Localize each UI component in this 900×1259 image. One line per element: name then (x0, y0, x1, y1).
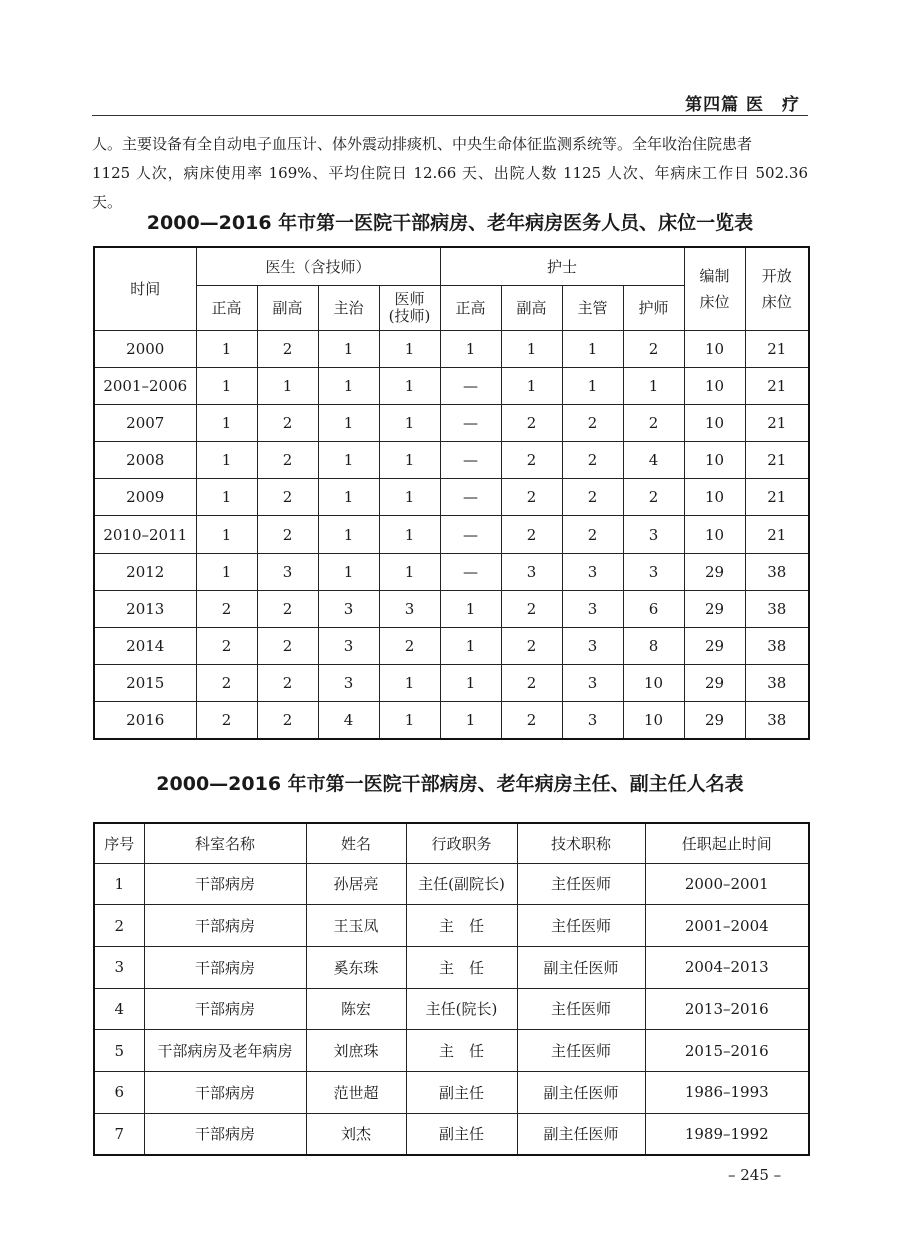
table-cell: 2 (501, 702, 562, 739)
table-cell: 38 (745, 590, 809, 627)
table-cell: 1 (440, 702, 501, 739)
table-cell: 10 (684, 479, 745, 516)
header-doc-physician (379, 285, 440, 330)
table-cell: 干部病房 (144, 1071, 306, 1113)
header-staffed-beds-line1: 编制 (699, 266, 730, 285)
table-cell: 2 (501, 628, 562, 665)
staff-beds-table (93, 246, 810, 740)
table-cell: 干部病房 (144, 905, 306, 947)
table-cell: 2015–2016 (645, 1030, 809, 1072)
table-cell: 2 (257, 665, 318, 702)
table-cell: 1 (501, 330, 562, 367)
table-cell: 29 (684, 665, 745, 702)
table-cell: 干部病房 (144, 946, 306, 988)
table-cell: 2013 (94, 590, 196, 627)
table-cell: 2 (562, 404, 623, 441)
table-cell: 2000–2001 (645, 863, 809, 905)
table-cell: 2013–2016 (645, 988, 809, 1030)
table-cell: 1 (379, 404, 440, 441)
header-rule (92, 115, 808, 116)
header-tech-title: 技术职称 (517, 823, 645, 863)
table-row (94, 1113, 809, 1155)
table-cell: 2010–2011 (94, 516, 196, 553)
table-cell: 4 (318, 702, 379, 739)
directors-table (93, 822, 810, 1156)
table-cell: 21 (745, 404, 809, 441)
table-cell: 2 (257, 590, 318, 627)
table-cell: 主任医师 (517, 1030, 645, 1072)
table-cell: 1 (379, 442, 440, 479)
table-cell: 1 (440, 330, 501, 367)
staff-beds-table-body (94, 330, 809, 739)
table-cell: 2 (196, 628, 257, 665)
table-row (94, 702, 809, 739)
table-cell: 2 (562, 516, 623, 553)
table-cell: 3 (623, 553, 684, 590)
table2-caption: 2000—2016 年市第一医院干部病房、老年病房主任、副主任人名表 (156, 773, 744, 795)
paragraph-line-2: 1125 人次，病床使用率 169%、平均住院日 12.66 天、出院人数 1125 人次、年病床工作日 502.36 天。 (92, 164, 808, 211)
header-doc-attending: 主治 (318, 285, 379, 330)
header-open-beds-line2: 床位 (761, 292, 792, 311)
table-cell: 10 (684, 516, 745, 553)
table-cell: 6 (623, 590, 684, 627)
table-cell: 5 (94, 1030, 144, 1072)
table-cell: 奚东珠 (306, 946, 406, 988)
table-cell: 2014 (94, 628, 196, 665)
table-row (94, 946, 809, 988)
table-cell: 2 (257, 628, 318, 665)
table-cell: 副主任医师 (517, 946, 645, 988)
table-cell: 1 (379, 665, 440, 702)
table-row (94, 863, 809, 905)
table-cell: 2001–2004 (645, 905, 809, 947)
table-cell: — (440, 367, 501, 404)
header-time: 时间 (94, 247, 196, 330)
table-cell: 2 (196, 702, 257, 739)
table-cell: 1 (318, 442, 379, 479)
table-cell: 2 (623, 330, 684, 367)
table-cell: 1 (196, 553, 257, 590)
header-nurse-nurse: 护师 (623, 285, 684, 330)
table-cell: 1 (379, 330, 440, 367)
table-row (94, 1030, 809, 1072)
table-cell: 3 (501, 553, 562, 590)
table-cell: 1 (196, 442, 257, 479)
body-paragraph (92, 130, 808, 217)
table-cell: 2 (623, 479, 684, 516)
directors-table-body (94, 863, 809, 1155)
table-row (94, 590, 809, 627)
table-row (94, 479, 809, 516)
table-cell: 孙居亮 (306, 863, 406, 905)
table-cell: 主任医师 (517, 863, 645, 905)
table-cell: 1 (562, 330, 623, 367)
table-cell: 38 (745, 553, 809, 590)
header-index: 序号 (94, 823, 144, 863)
table-cell: 2004–2013 (645, 946, 809, 988)
table-cell: 主 任 (406, 905, 517, 947)
table-cell: 范世超 (306, 1071, 406, 1113)
table-cell: 2 (501, 442, 562, 479)
table-cell: 1 (440, 628, 501, 665)
table-cell: 1986–1993 (645, 1071, 809, 1113)
header-doc-senior: 正高 (196, 285, 257, 330)
table-cell: 1 (379, 553, 440, 590)
table-cell: — (440, 516, 501, 553)
header-doctor-group: 医生（含技师） (196, 247, 440, 285)
table-cell: 2 (379, 628, 440, 665)
header-staffed-beds (684, 247, 745, 330)
table-cell: 3 (562, 665, 623, 702)
table-cell: 1 (196, 516, 257, 553)
table-cell: 10 (684, 404, 745, 441)
table-cell: 21 (745, 367, 809, 404)
table-cell: — (440, 442, 501, 479)
table-cell: — (440, 553, 501, 590)
table-cell: 2 (501, 590, 562, 627)
table-cell: 1 (257, 367, 318, 404)
table-cell: 10 (623, 702, 684, 739)
header-doc-physician-line2: (技师) (388, 306, 431, 325)
table-cell: 1 (318, 330, 379, 367)
table-cell: 1 (379, 702, 440, 739)
table-cell: 2 (196, 665, 257, 702)
table-cell: 干部病房 (144, 988, 306, 1030)
table-cell: 1 (379, 516, 440, 553)
table-cell: 29 (684, 590, 745, 627)
table-cell: 38 (745, 628, 809, 665)
table-row (94, 367, 809, 404)
header-doc-associate: 副高 (257, 285, 318, 330)
table-cell: 副主任 (406, 1071, 517, 1113)
header-open-beds-line1: 开放 (761, 266, 792, 285)
table-cell: 主任医师 (517, 988, 645, 1030)
table-cell: 1 (318, 553, 379, 590)
table-cell: 29 (684, 553, 745, 590)
table-cell: 1 (379, 367, 440, 404)
table-cell: 2007 (94, 404, 196, 441)
table-cell: 1 (379, 479, 440, 516)
table-cell: 4 (94, 988, 144, 1030)
table-cell: 2009 (94, 479, 196, 516)
table-cell: 3 (318, 590, 379, 627)
table-cell: 4 (623, 442, 684, 479)
table-cell: 2016 (94, 702, 196, 739)
table-cell: 21 (745, 479, 809, 516)
table-cell: 3 (562, 628, 623, 665)
table-cell: 2 (257, 404, 318, 441)
table-cell: 主任(副院长) (406, 863, 517, 905)
table-cell: 2 (501, 479, 562, 516)
table-cell: 2 (257, 442, 318, 479)
page-number: – 245 – (728, 1166, 782, 1184)
table-cell: 1 (501, 367, 562, 404)
table-cell: 1989–1992 (645, 1113, 809, 1155)
table-cell: 1 (196, 479, 257, 516)
table-row (94, 442, 809, 479)
table-cell: 副主任医师 (517, 1113, 645, 1155)
table-cell: 6 (94, 1071, 144, 1113)
table-cell: 2 (562, 442, 623, 479)
table-cell: 干部病房 (144, 863, 306, 905)
table-cell: 主 任 (406, 1030, 517, 1072)
header-department: 科室名称 (144, 823, 306, 863)
table-row (94, 516, 809, 553)
table-cell: 刘庶珠 (306, 1030, 406, 1072)
header-name: 姓名 (306, 823, 406, 863)
table-cell: 干部病房及老年病房 (144, 1030, 306, 1072)
table-row (94, 1071, 809, 1113)
table-cell: 21 (745, 442, 809, 479)
table-row (94, 404, 809, 441)
table-cell: 10 (623, 665, 684, 702)
table-cell: 2012 (94, 553, 196, 590)
table-cell: 1 (318, 516, 379, 553)
table-cell: 3 (562, 590, 623, 627)
table-cell: 3 (562, 553, 623, 590)
table-cell: 3 (318, 628, 379, 665)
table-cell: 1 (318, 367, 379, 404)
table-cell: 2 (257, 702, 318, 739)
table-cell: 8 (623, 628, 684, 665)
table-cell: 29 (684, 702, 745, 739)
table-cell: 陈宏 (306, 988, 406, 1030)
header-term: 任职起止时间 (645, 823, 809, 863)
table-cell: 1 (318, 479, 379, 516)
table-cell: 3 (257, 553, 318, 590)
running-header (92, 86, 808, 116)
header-staffed-beds-line2: 床位 (699, 292, 730, 311)
table-cell: 10 (684, 367, 745, 404)
table-row (94, 905, 809, 947)
table-cell: 刘杰 (306, 1113, 406, 1155)
table-cell: 2001–2006 (94, 367, 196, 404)
table-cell: 38 (745, 702, 809, 739)
table-cell: 2 (94, 905, 144, 947)
table-cell: 2 (257, 516, 318, 553)
table-cell: 3 (318, 665, 379, 702)
table-cell: 21 (745, 516, 809, 553)
table-cell: 3 (623, 516, 684, 553)
table-cell: 1 (440, 590, 501, 627)
header-doc-physician-line1: 医师 (394, 289, 425, 308)
table-cell: 7 (94, 1113, 144, 1155)
table-cell: 1 (196, 330, 257, 367)
header-nurse-supervisor: 主管 (562, 285, 623, 330)
table-cell: 干部病房 (144, 1113, 306, 1155)
table-row (94, 330, 809, 367)
table-cell: 2 (562, 479, 623, 516)
table-cell: 3 (94, 946, 144, 988)
table-cell: 副主任 (406, 1113, 517, 1155)
table-cell: 2 (196, 590, 257, 627)
header-open-beds (745, 247, 809, 330)
table-cell: 副主任医师 (517, 1071, 645, 1113)
header-nurse-associate: 副高 (501, 285, 562, 330)
table-cell: 主 任 (406, 946, 517, 988)
table-cell: 2 (257, 330, 318, 367)
table-row (94, 988, 809, 1030)
table1-caption: 2000—2016 年市第一医院干部病房、老年病房医务人员、床位一览表 (146, 212, 754, 234)
table-cell: 38 (745, 665, 809, 702)
table-cell: 1 (196, 367, 257, 404)
table-row (94, 628, 809, 665)
table-row (94, 553, 809, 590)
table-cell: 主任(院长) (406, 988, 517, 1030)
table-cell: 1 (562, 367, 623, 404)
header-nurse-senior: 正高 (440, 285, 501, 330)
table-cell: 2015 (94, 665, 196, 702)
paragraph-line-1: 人。主要设备有全自动电子血压计、体外震动排痰机、中央生命体征监测系统等。全年收治住院患者 (92, 135, 753, 153)
header-nurse-group: 护士 (440, 247, 684, 285)
table-cell: 3 (379, 590, 440, 627)
table-cell: 2 (501, 516, 562, 553)
table-cell: 1 (196, 404, 257, 441)
table-cell: — (440, 479, 501, 516)
table-cell: 主任医师 (517, 905, 645, 947)
table-row (94, 665, 809, 702)
table-cell: 2 (501, 404, 562, 441)
table-cell: 2 (623, 404, 684, 441)
table-cell: 2 (501, 665, 562, 702)
table-cell: 王玉凤 (306, 905, 406, 947)
table-cell: 29 (684, 628, 745, 665)
table-cell: 1 (440, 665, 501, 702)
table-cell: 2000 (94, 330, 196, 367)
table-cell: 21 (745, 330, 809, 367)
table-cell: 1 (623, 367, 684, 404)
table-cell: 1 (318, 404, 379, 441)
table-cell: 10 (684, 442, 745, 479)
section-title: 第四篇 医 疗 (685, 95, 800, 115)
table-cell: 3 (562, 702, 623, 739)
header-admin-post: 行政职务 (406, 823, 517, 863)
table-cell: 1 (94, 863, 144, 905)
table-cell: 2 (257, 479, 318, 516)
table-cell: 2008 (94, 442, 196, 479)
table-cell: 10 (684, 330, 745, 367)
table-cell: — (440, 404, 501, 441)
